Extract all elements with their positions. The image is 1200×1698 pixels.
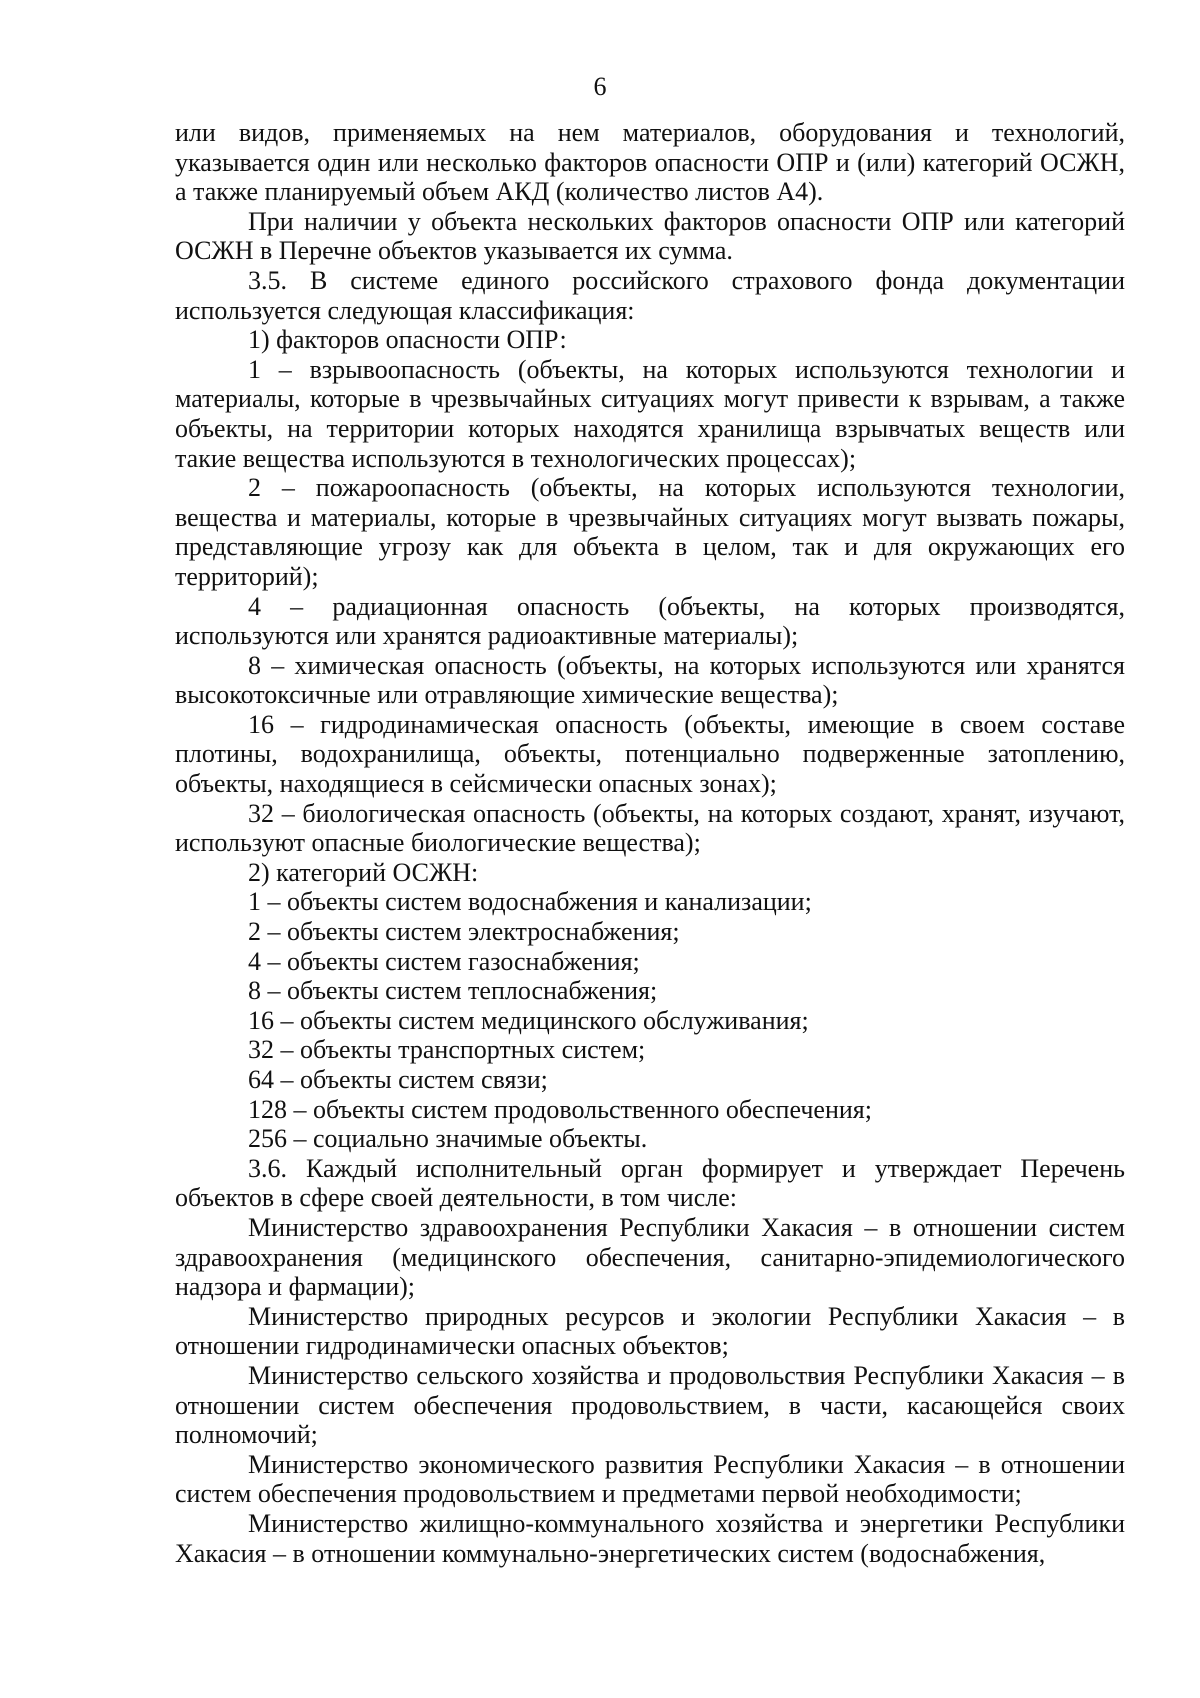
list-item-opr-32: 32 – биологическая опасность (объекты, на которых создают, хранят, изучают, используют опасные биологические вещества); — [175, 798, 1125, 858]
list-heading-oszhn: 2) категорий ОСЖН: — [248, 857, 479, 887]
paragraph-ministry-natural-resources: Министерство природных ресурсов и экологии Республики Хакасия – в отношении гидродинамически опасных объектов; — [175, 1301, 1125, 1361]
list-item-oszhn-16: 16 – объекты систем медицинского обслуживания; — [248, 1005, 809, 1035]
list-item-opr-8: 8 – химическая опасность (объекты, на которых используются или хранятся высокотоксичные или отравляющие химические вещества); — [175, 650, 1125, 710]
list-item-oszhn-128: 128 – объекты систем продовольственного обеспечения; — [248, 1094, 872, 1124]
paragraph-continuation: или видов, применяемых на нем материалов, оборудования и технологий, указывается один или несколько факторов опасности ОПР и (или) категорий ОСЖН, а также планируемый объем АКД (количество листов А4). — [175, 118, 1125, 207]
list-item-opr-16: 16 – гидродинамическая опасность (объекты, имеющие в своем составе плотины, водохранилища, объекты, потенциально подверженные затоплению, объекты, находящиеся в сейсмически опасных зонах); — [175, 709, 1125, 799]
list-item-oszhn-32: 32 – объекты транспортных систем; — [248, 1035, 646, 1065]
paragraph-3-6: 3.6. Каждый исполнительный орган формирует и утверждает Перечень объектов в сфере своей деятельности, в том числе: — [175, 1153, 1125, 1213]
list-item-oszhn-256: 256 – социально значимые объекты. — [248, 1124, 648, 1154]
list-item-oszhn-64: 64 – объекты систем связи; — [248, 1065, 548, 1094]
list-item-opr-4: 4 – радиационная опасность (объекты, на которых производятся, используются или хранятся радиоактивные материалы); — [175, 591, 1125, 651]
paragraph-3-5: 3.5. В системе единого российского страхового фонда документации используется следующая классификация: — [175, 265, 1125, 325]
list-item-opr-2: 2 – пожароопасность (объекты, на которых используются технологии, вещества и материалы, которые в чрезвычайных ситуациях могут вызвать пожары, представляющие угрозу как для объекта в целом, так и для окружающих его территорий); — [175, 473, 1125, 591]
list-item-oszhn-1: 1 – объекты систем водоснабжения и канализации; — [248, 887, 812, 917]
paragraph-ministry-agriculture: Министерство сельского хозяйства и продовольствия Республики Хакасия – в отношении систем обеспечения продовольствием, в части, касающейся своих полномочий; — [175, 1360, 1125, 1450]
list-item-oszhn-4: 4 – объекты систем газоснабжения; — [248, 946, 640, 976]
list-item-opr-1: 1 – взрывоопасность (объекты, на которых используются технологии и материалы, которые в чрезвычайных ситуациях могут привести к взрывам, а также объекты, на территории которых находятся хранилища взрывчатых веществ или такие вещества используются в технологических процессах); — [175, 354, 1125, 473]
page-number: 6 — [593, 72, 607, 101]
paragraph-ministry-economic: Министерство экономического развития Республики Хакасия – в отношении систем обеспечения продовольствием и предметами первой необходимости; — [175, 1449, 1125, 1509]
paragraph-sum-note: При наличии у объекта нескольких факторов опасности ОПР или категорий ОСЖН в Перечне объектов указывается их сумма. — [175, 206, 1125, 266]
list-item-oszhn-2: 2 – объекты систем электроснабжения; — [248, 917, 680, 947]
paragraph-ministry-housing: Министерство жилищно-коммунального хозяйства и энергетики Республики Хакасия – в отношении коммунально-энергетических систем (водоснабжения, — [175, 1508, 1125, 1568]
list-heading-opr: 1) факторов опасности ОПР: — [248, 325, 567, 355]
document-body — [175, 118, 1125, 1568]
paragraph-ministry-health: Министерство здравоохранения Республики Хакасия – в отношении систем здравоохранения (медицинского обеспечения, санитарно-эпидемиологического надзора и фармации); — [175, 1212, 1125, 1302]
list-item-oszhn-8: 8 – объекты систем теплоснабжения; — [248, 976, 658, 1006]
